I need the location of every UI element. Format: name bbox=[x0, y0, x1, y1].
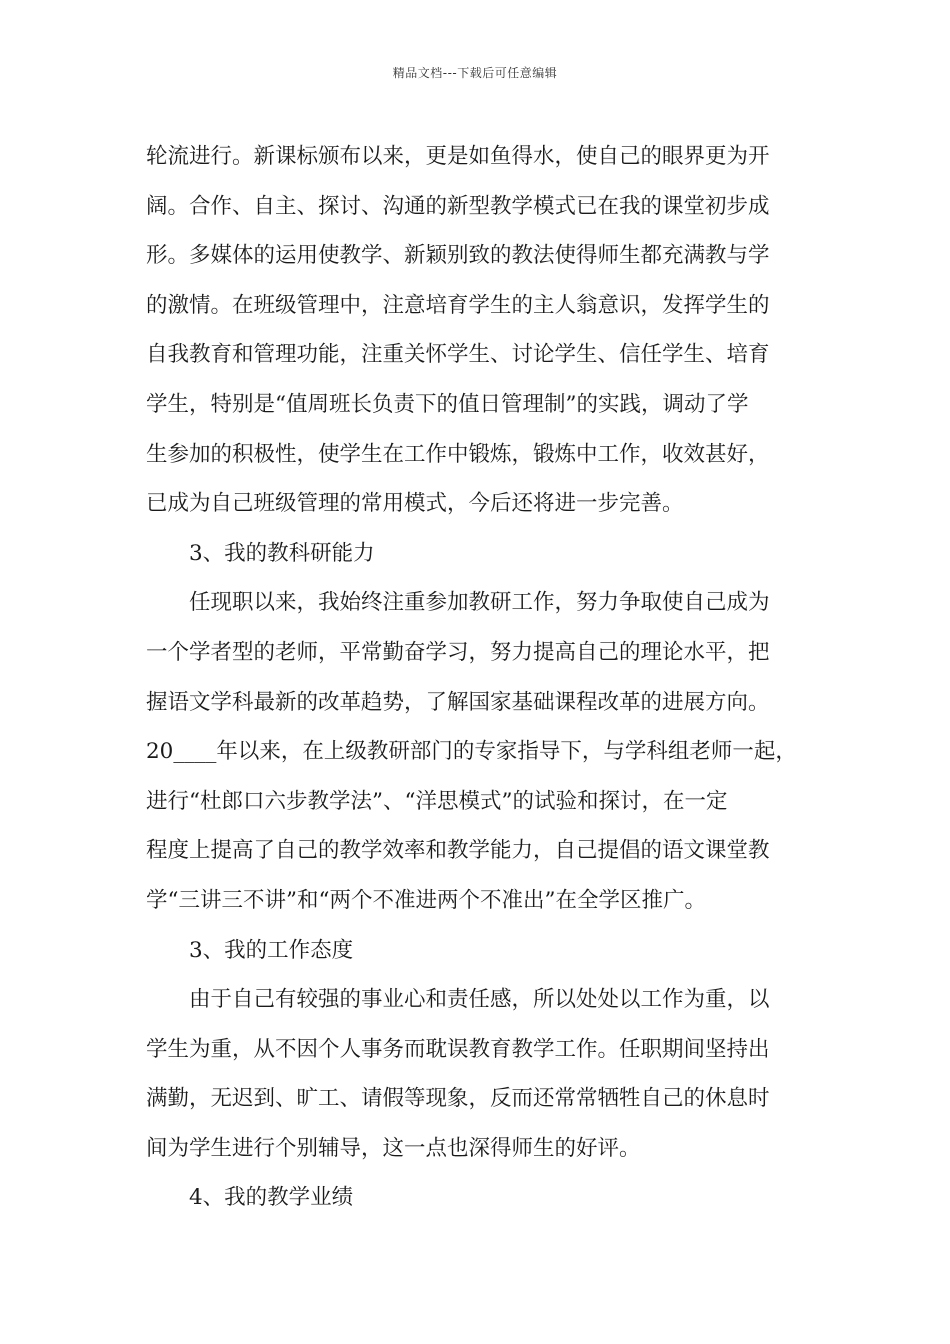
section-heading-achievements: 4、我的教学业绩 bbox=[189, 1185, 354, 1211]
page-header: 精品文档---下载后可任意编辑 bbox=[392, 66, 558, 80]
body-line: 已成为自己班级管理的常用模式，今后还将进一步完善。 bbox=[146, 491, 684, 517]
body-line: 学生，特别是“值周班长负责下的值日管理制”的实践，调动了学 bbox=[146, 391, 749, 417]
body-line: 间为学生进行个别辅导，这一点也深得师生的好评。 bbox=[146, 1135, 641, 1161]
section-heading-attitude: 3、我的工作态度 bbox=[189, 937, 354, 963]
paragraph-start-line: 任现职以来，我始终注重参加教研工作，努力争取使自己成为 bbox=[189, 590, 770, 616]
document-body bbox=[146, 132, 822, 1223]
body-line: 阔。合作、自主、探讨、沟通的新型教学模式已在我的课堂初步成 bbox=[146, 193, 770, 219]
body-line: 形。多媒体的运用使教学、新颖别致的教法使得师生都充满教与学 bbox=[146, 243, 770, 269]
body-line: 生参加的积极性，使学生在工作中锻炼，锻炼中工作，收效甚好， bbox=[146, 441, 770, 467]
paragraph-start-line: 由于自己有较强的事业心和责任感，所以处处以工作为重，以 bbox=[189, 987, 770, 1013]
body-line: 握语文学科最新的改革趋势，了解国家基础课程改革的进展方向。 bbox=[146, 689, 770, 715]
body-line: 学“三讲三不讲”和“两个不准进两个不准出”在全学区推广。 bbox=[146, 887, 706, 913]
body-line: 程度上提高了自己的教学效率和教学能力，自己提倡的语文课堂教 bbox=[146, 838, 770, 864]
body-line: 满勤，无迟到、旷工、请假等现象，反而还常常牺牲自己的休息时 bbox=[146, 1086, 770, 1112]
body-line: 进行“杜郎口六步教学法”、“洋思模式”的试验和探讨，在一定 bbox=[146, 788, 728, 814]
body-line: 轮流进行。新课标颁布以来，更是如鱼得水，使自己的眼界更为开 bbox=[146, 144, 770, 169]
body-line: 一个学者型的老师，平常勤奋学习，努力提高自己的理论水平，把 bbox=[146, 639, 770, 665]
body-line: 20____年以来，在上级教研部门的专家指导下，与学科组老师一起， bbox=[146, 739, 797, 765]
body-line: 学生为重，从不因个人事务而耽误教育教学工作。任职期间坚持出 bbox=[146, 1036, 770, 1062]
section-heading-research: 3、我的教科研能力 bbox=[189, 540, 375, 566]
body-line: 自我教育和管理功能，注重关怀学生、讨论学生、信任学生、培育 bbox=[146, 342, 770, 368]
body-line: 的激情。在班级管理中，注意培育学生的主人翁意识，发挥学生的 bbox=[146, 292, 770, 318]
